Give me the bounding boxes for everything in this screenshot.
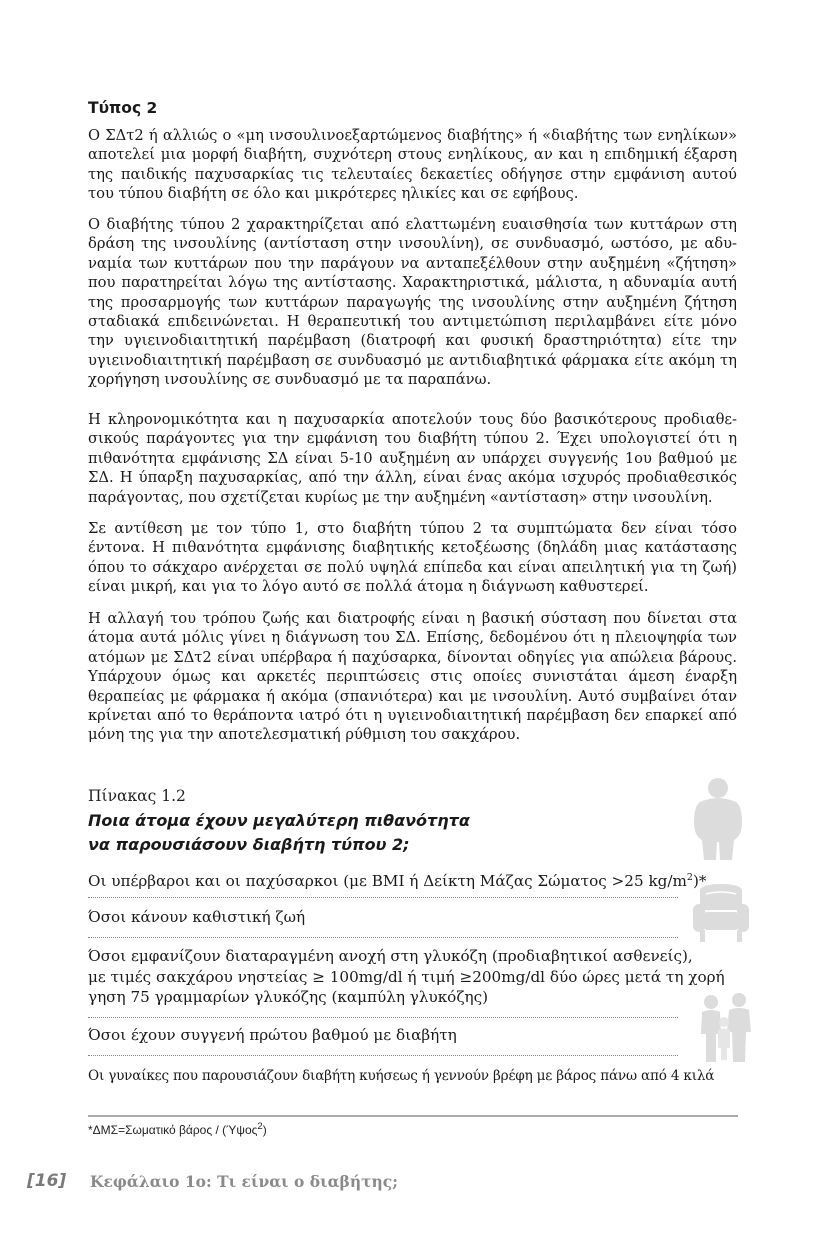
paragraph-3: Η κληρονομικότητα και η παχυσαρκία αποτελούν τους δύο βασικότερους προδιαθεσικούς παράγοντες για την εμφάνιση του διαβήτη τύπου 2. Έχει υπολογιστεί ότι η πιθανότητα εμφάνισης ΣΔ είναι 5-10 αυξημένη αν υπάρχει συγγενής 1ου βαθμού με ΣΔ. Η ύπαρξη παχυσαρκίας, από την άλλη, είναι ένας ακόμα ισχυρός προδιαθεσικός παράγοντας, που σχετίζεται κυρίως με την αυξημένη «αντίσταση» στην ινσουλίνη.: [88, 411, 737, 506]
paragraph-5: Η αλλαγή του τρόπου ζωής και διατροφής είναι η βασική σύσταση που δίνεται στα άτομα αυτά μόλις γίνει η διάγνωση του ΣΔ. Επίσης, δεδομένου ότι η πλειοψηφία των ατόμων με ΣΔτ2 είναι υπέρβαρα ή παχύσαρκα, δίνονται οδηγίες για απώλεια βάρους. Υπάρχουν όμως και αρκετές περιπτώσεις στις οποίες συνιστάται άμεση έναρξη θεραπείας με φάρμακα ή ακόμα (σπανιότερα) και με ινσουλίνη. Αυτό συμβαίνει όταν κρίνεται από το θεράποντα ιατρό ότι η υγιεινοδιαιτητική παρέμβαση δεν επαρκεί από μόνη της για την αποτελεσματική ρύθμιση του σακχάρου.: [88, 610, 737, 744]
table-row-overweight: [88, 868, 740, 892]
row-divider: [88, 897, 678, 898]
footnote-text: *ΔΜΣ=Σωματικό βάρος / (Ύψος: [88, 1123, 258, 1137]
table-row-overweight-sup: 2: [686, 872, 693, 883]
overweight-person-icon: [690, 776, 746, 860]
table-row-glucose-line-2: με τιμές σακχάρου νηστείας ≥ 100mg/dl ή τιμή ≥200mg/dl δύο ώρες μετά τη χορή: [88, 967, 725, 986]
footnote-tail: ): [262, 1123, 267, 1137]
table-title: [88, 809, 648, 856]
table-row-gestational: Οι γυναίκες που παρουσιάζουν διαβήτη κυήσεως ή γεννούν βρέφη με βάρος πάνω από 4 κιλά: [88, 1068, 715, 1084]
table-row-sedentary: Όσοι κάνουν καθιστική ζωή: [88, 908, 306, 926]
table-row-relatives: Όσοι έχουν συγγενή πρώτου βαθμού με διαβήτη: [88, 1026, 457, 1044]
footnote-sup: 2: [257, 1121, 263, 1132]
table-row-glucose-tolerance: [88, 946, 740, 1008]
table-row-glucose-line-3: γηση 75 γραμμαρίων γλυκόζης (καμπύλη γλυκόζης): [88, 988, 489, 1006]
row-divider: [88, 1017, 678, 1018]
footnote-rule: [88, 1115, 738, 1117]
paragraph-1: Ο ΣΔτ2 ή αλλιώς ο «μη ινσουλινοεξαρτώμενος διαβήτης» ή «διαβήτης των ενηλίκων» αποτελεί μια μορφή διαβήτη, συχνότερη στους ενηλίκους, αν και η επιδημική έξαρση της παιδικής παχυσαρκίας τις τελευταίες δεκαετίες οδήγησε στην εμφάνιση αυτού του τύπου διαβήτη σε όλο και μικρότερες ηλικίες και σε εφήβους.: [88, 127, 737, 203]
table-number: Πίνακας 1.2: [88, 787, 186, 805]
row-divider: [88, 1055, 678, 1056]
table-row-glucose-line-1: Όσοι εμφανίζουν διαταραγμένη ανοχή στη γλυκόζη (προδιαβητικοί ασθενείς),: [88, 947, 693, 965]
paragraph-2: Ο διαβήτης τύπου 2 χαρακτηρίζεται από ελαττωμένη ευαισθησία των κυττάρων στη δράση της ινσουλίνης (αντίσταση στην ινσουλίνη), σε συνδυασμό, ωστόσο, με αδυναμία των κυττάρων που την παράγουν να ανταπεξέλθουν στην αυξημένη «ζήτηση» που παρατηρείται λόγω της αντίστασης. Χαρακτηριστικά, μάλιστα, η αδυναμία αυτή της προσαρμογής των κυττάρων παραγωγής της ινσουλίνης στην αυξημένη ζήτηση σταδιακά επιδεινώνεται. Η θεραπευτική του αντιμετώπιση περιλαμβάνει είτε μόνο την υγιεινοδιαιτητική παρέμβαση (διατροφή και φυσική δραστηριότητα) είτε την υγιεινοδιαιτητική παρέμβαση σε συνδυασμό με αντιδιαβητικά φάρμακα είτε ακόμη τη χορήγηση ινσουλίνης σε συνδυασμό με τα παραπάνω.: [88, 216, 737, 389]
page-number: [16]: [27, 1171, 67, 1191]
footnote: [88, 1121, 267, 1137]
section-heading: Τύπος 2: [88, 99, 158, 117]
table-row-overweight-tail: )*: [692, 872, 707, 891]
table-title-line-1: Ποια άτομα έχουν μεγαλύτερη πιθανότητα: [88, 811, 470, 830]
table-title-line-2: να παρουσιάσουν διαβήτη τύπου 2;: [88, 834, 410, 854]
row-divider: [88, 937, 678, 938]
chapter-title: Κεφάλαιο 1ο: Τι είναι ο διαβήτης;: [90, 1172, 398, 1191]
paragraph-4: Σε αντίθεση με τον τύπο 1, στο διαβήτη τύπου 2 τα συμπτώματα δεν είναι τόσο έντονα. Η πιθανότητα εμφάνισης διαβητικής κετοξέωσης (δηλάδη μιας κατάστασης όπου το σάκχαρο ανέρχεται σε πολύ υψηλά επίπεδα και είναι απειλητική για τη ζωή) είναι μικρή, και για το λόγο αυτό σε πολλά άτομα η διάγνωση καθυστερεί.: [88, 520, 737, 596]
table-row-overweight-text: Οι υπέρβαροι και οι παχύσαρκοι (με BMI ή Δείκτη Μάζας Σώματος >25 kg/m: [88, 872, 687, 891]
